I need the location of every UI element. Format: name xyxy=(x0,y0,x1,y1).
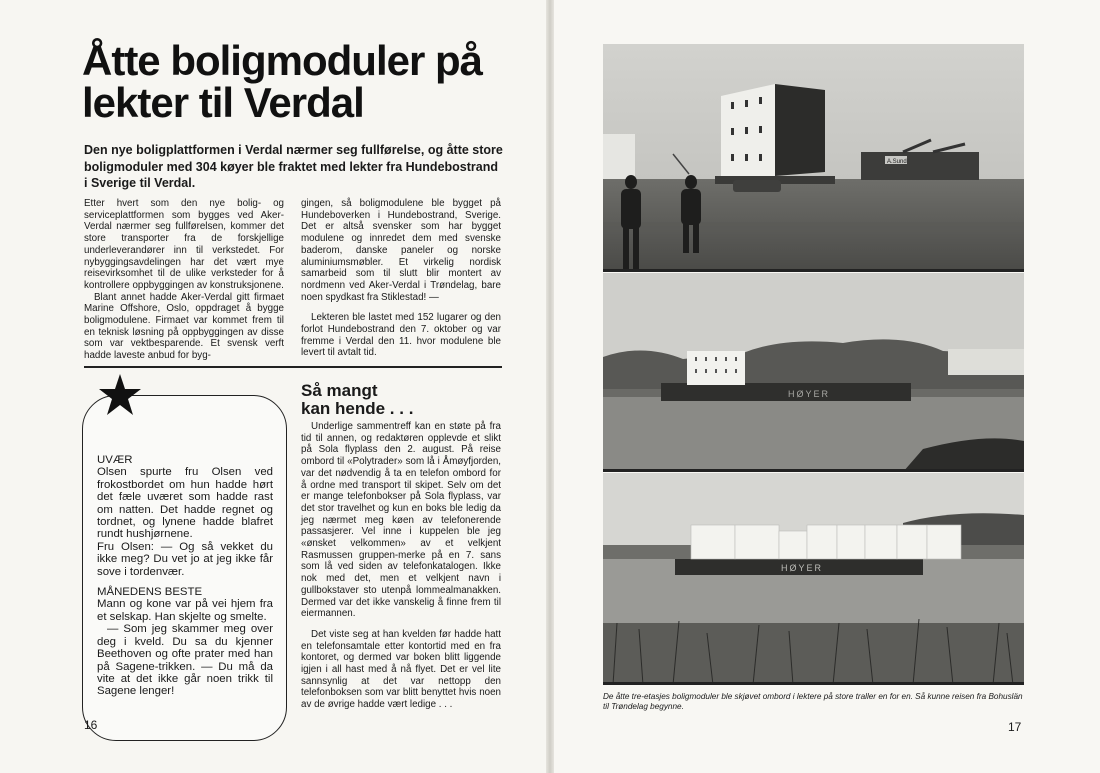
col2-paragraph: Lekteren ble lastet med 152 lugarer og den forlot Hundebostrand den 7. oktober og var fremme i Verdal den 11. hvor modulene ble levert til avtalt tid. xyxy=(301,312,501,359)
barge-name-1: HØYER xyxy=(788,389,831,399)
box-paragraph: Fru Olsen: — Og så vekket du ikke meg? Du vet jo at jeg ikke får sove i tordenvær. xyxy=(97,540,273,578)
side-paragraph: Underlige sammentreff kan en støte på fra tid til annen, og redaktøren opplevde et slikt på Sola flyplass den 2. august. På reise ombord til «Polytrader» som lå i Åmøyfjorden, var det nødvendig å ta en telefon ombord for å ordne med transport til skipet. Selv om det er mange telefonbokser på Sola flyplass, var det stor travelhet og kun en boks ble ledig da jeg nærmet meg køen av telefonerende passasjerer. Vel inne i kuppelen ble jeg «ønsket velkommen» av et velkjent Rasmussen gruppen-merke på en 7. sans som lå ved siden av telefonkatalogen. Ikke nok med det, men et velkjent navn i gullbokstaver sto utenpå lommealmanakken. Dermed var det ikke vanskelig å finne frem til eiermannen. xyxy=(301,421,501,620)
article-headline xyxy=(82,37,502,126)
humor-box xyxy=(82,373,290,745)
section-divider xyxy=(84,366,502,368)
box-paragraph: — Som jeg skammer meg over deg i kveld. Du sa du kjenner Beethoven og ofte prater med han på Sagene-trikken. — Du må da vite at det ikke går noen trikk til Sagene lenger! xyxy=(97,623,273,698)
page-number-right: 17 xyxy=(1008,720,1022,734)
rounded-box-frame xyxy=(82,395,287,741)
article-column-2 xyxy=(301,198,501,359)
headline-line-2: lekter til Verdal xyxy=(82,79,364,126)
photo-module-on-trailer xyxy=(603,44,1024,272)
side-story-text xyxy=(301,421,501,711)
box-paragraph: Mann og kone var på vei hjem fra et selskap. Han skjelte og smelte. xyxy=(97,598,273,623)
truck-sign: A.Sund xyxy=(887,159,907,165)
barge-name-2: HØYER xyxy=(781,563,824,573)
side-heading-line-1: Så mangt xyxy=(301,381,378,400)
col1-paragraph: Etter hvert som den nye bolig- og serviceplattformen som bygges ved Aker-Verdal nærmer seg fullførelsen, kommer det store transporter fra de forskjellige underleverandører inn til verkstedet. For nybyggingsavdelingen har det vært mye reisevirksomhet til de ulike verksteder for å kontrollere oppbyggingen av konstruksjonene. xyxy=(84,198,284,291)
photo-barge-eight-modules xyxy=(603,473,1024,685)
side-story-heading xyxy=(301,382,501,418)
humor-box-text xyxy=(97,454,273,698)
col1-paragraph: Blant annet hadde Aker-Verdal gitt firmaet Marine Offshore, Oslo, oppdraget å bygge boligmodulene. Firmaet var kommet frem til en teknisk løsning på oppbyggingen av disse som var vektbesparende. Et svensk verft hadde laveste anbud for byg- xyxy=(84,291,284,362)
col2-paragraph: gingen, så boligmodulene ble bygget på Hundeboverken i Hundebostrand, Sverige. Det er altså svensker som har bygget modulene og innredet dem med svenske baderom, danske paneler og norske aluminiumsmøbler. Et virkelig nordisk samarbeid som til slutt blir montert av nordmenn ved Aker-Verdal i Trøndelag, bare noen spydkast fra Stiklestad! — xyxy=(301,198,501,303)
side-heading-line-2: kan hende . . . xyxy=(301,399,414,418)
photo-barge-single-module xyxy=(603,273,1024,472)
box-paragraph: Olsen spurte fru Olsen ved frokostbordet om hun hadde hørt det fæle uværet som hadde rast om natten. Det hadde regnet og tordnet, og lynene hadde blafret rundt hushjørnene. xyxy=(97,466,273,541)
page-gutter xyxy=(546,0,554,773)
box-heading-monthly: MÅNEDENS BESTE xyxy=(97,586,203,599)
page-number-left: 16 xyxy=(84,718,98,732)
article-column-1 xyxy=(84,198,284,362)
article-ingress: Den nye boligplattformen i Verdal nærmer seg fullførelse, og åtte store boligmoduler med 304 køyer ble fraktet med lekter fra Hundebostrand i Sverige til Verdal. xyxy=(84,143,503,190)
box-heading-weather: UVÆR xyxy=(97,454,133,466)
photo-caption: De åtte tre-etasjes boligmoduler ble skjøvet ombord i lektere på store traller en for en. Så kunne reisen fra Bohuslän til Trøndelag begynne. xyxy=(603,692,1023,711)
side-paragraph: Det viste seg at han kvelden før hadde hatt en telefonsamtale etter kontortid med en fra kontoret, og dermed var boken blitt liggende igjen i all hast med å nå flyet. Det er vel lite sannsynlig at det var nettopp den telefonboksen som var blitt benyttet hvis noen av de øvrige hadde vært ledige . . . xyxy=(301,628,501,711)
star-icon xyxy=(98,373,142,417)
headline-line-1: Åtte boligmoduler på xyxy=(82,37,482,84)
